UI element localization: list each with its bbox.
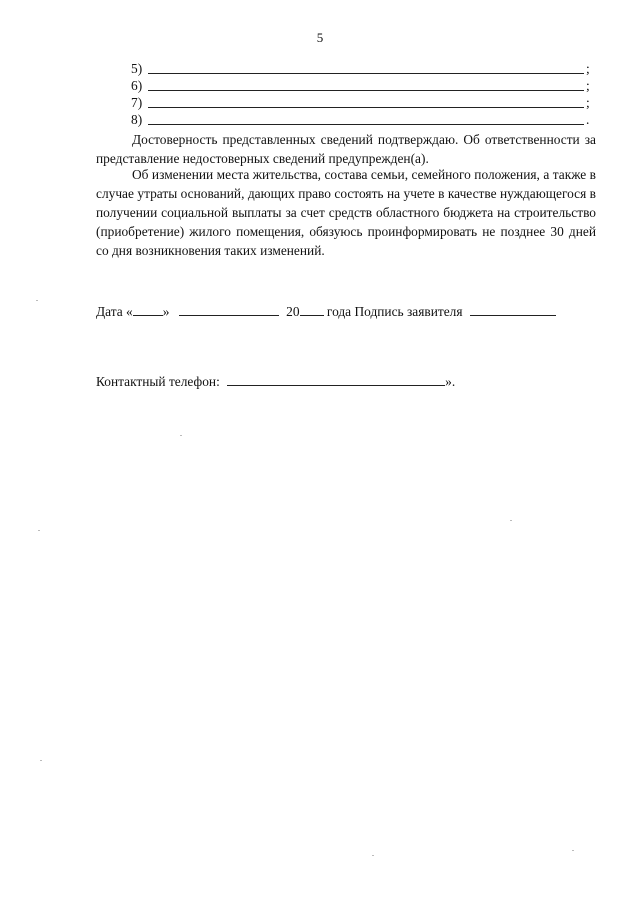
phone-blank[interactable] [227, 373, 445, 386]
scan-speck [40, 760, 42, 761]
scan-speck [36, 300, 38, 301]
list-item-number: 7) [131, 95, 143, 110]
scan-speck [572, 850, 574, 851]
list-item-number: 6) [131, 78, 143, 93]
list-item-end: ; [586, 61, 590, 76]
list-item-number: 5) [131, 61, 143, 76]
page-number: 5 [316, 30, 324, 45]
list-item [131, 95, 601, 112]
month-blank[interactable] [179, 303, 279, 316]
list-item [131, 112, 601, 129]
date-label: Дата « [96, 304, 133, 319]
scan-speck [372, 855, 374, 856]
reliability-paragraph [96, 130, 596, 168]
year-signature-label: года Подпись заявителя [326, 304, 463, 319]
scan-speck [38, 530, 40, 531]
list-item-end: . [586, 112, 590, 127]
numbered-blank-list [131, 61, 601, 129]
list-item-end: ; [586, 78, 590, 93]
blank-line [148, 90, 584, 91]
list-item [131, 61, 601, 78]
blank-line [148, 73, 584, 74]
date-signature-line [96, 303, 596, 320]
contact-phone-line [96, 373, 455, 390]
date-close-quote: » [162, 304, 170, 319]
signature-blank[interactable] [470, 303, 556, 316]
list-item-end: ; [586, 95, 590, 110]
contact-label: Контактный телефон: [96, 374, 220, 389]
reliability-text: Достоверность представленных сведений подтверждаю. Об ответственности за представление недостоверных сведений предупрежден(а). [96, 132, 596, 166]
scan-speck [180, 435, 182, 436]
year-blank[interactable] [300, 303, 324, 316]
list-item [131, 78, 601, 95]
list-item-number: 8) [131, 112, 143, 127]
changes-paragraph [96, 165, 596, 260]
year-prefix: 20 [286, 304, 300, 319]
day-blank[interactable] [133, 303, 163, 316]
changes-text: Об изменении места жительства, состава семьи, семейного положения, а также в случае утраты оснований, дающих право состоять на учете в качестве нуждающегося в получении социальной выплаты за счет средств областного бюджета на строительство (приобретение) жилого помещения, обязуюсь проинформировать не позднее 30 дней со дня возникновения таких изменений. [96, 167, 596, 258]
scan-speck [510, 520, 512, 521]
blank-line [148, 124, 584, 125]
blank-line [148, 107, 584, 108]
contact-end: ». [445, 374, 456, 389]
